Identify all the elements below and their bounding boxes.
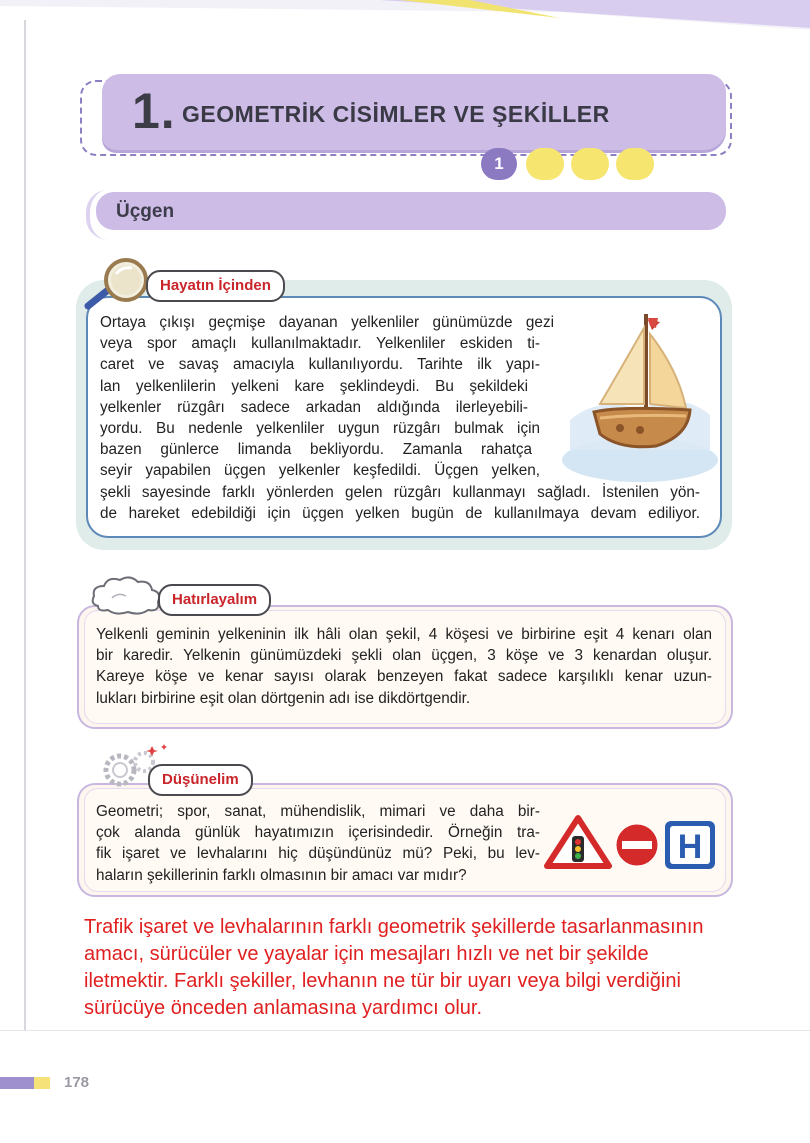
page-number-bar <box>0 1077 34 1089</box>
remember-text-line: lukları birbirine eşit olan dörtgenin adı ise dikdörtgendir. <box>96 689 471 707</box>
think-text <box>96 801 542 886</box>
section-title: Üçgen <box>116 201 175 222</box>
page-number-bar-accent <box>34 1077 50 1089</box>
life-text-line: şekli sayesinde farklı yönlerden gelen rüzgârı kullanmayı sağladı. İstenilen yön- <box>100 483 700 501</box>
page-bottom-rule <box>0 1030 810 1031</box>
remember-label: Hatırlayalım <box>158 584 271 616</box>
page-number: 178 <box>64 1074 90 1091</box>
traffic-light-sign-icon <box>543 814 613 870</box>
hospital-sign-icon <box>664 820 716 870</box>
life-text-line: Ortaya çıkışı geçmişe dayanan yelkenliler günümüzde gezi <box>100 314 554 331</box>
think-text-line: Geometri; spor, sanat, mühendislik, mimari ve daha bir- <box>96 803 540 820</box>
remember-text-line: bir karedir. Yelkenin günümüzdeki şekli olan üçgen, 3 köşe ve 3 kenardan oluşur. <box>96 647 712 665</box>
life-text-line: de hareket edebildiği için üçgen yelken bugün de kullanılmaya devam ediliyor. <box>100 504 700 522</box>
life-text-line: lan yelkenlilerin yelkeni kare şeklindeydi. Bu şekildeki <box>100 377 528 395</box>
remember-text <box>96 624 714 709</box>
unit-number: 1. <box>132 83 176 139</box>
think-text-line: haların şekillerinin farklı olmasının bir amacı var mıdır? <box>96 866 467 884</box>
think-text-line: çok alanda günlük hayatımızın içerisindedir. Örneğin tra- <box>96 824 540 842</box>
life-text-line: veya spor amaçlı kullanılmaktadır. Yelkenliler eskiden ti- <box>100 335 540 353</box>
cloud-icon <box>88 574 166 616</box>
think-text-line: fik işaret ve levhalarını hiç düşündünüz mü? Peki, bu lev- <box>96 845 540 863</box>
remember-text-line: Yelkenli geminin yelkeninin ilk hâli olan şekil, 4 köşesi ve birbirine eşit 4 kenarı olan <box>96 626 712 643</box>
answer-text <box>84 914 784 1022</box>
answer-line: sürücüye önceden anlamasına yardımcı olur. <box>84 997 482 1019</box>
step-dot <box>571 148 609 180</box>
life-text-line: yelkenler rüzgârı sadece arkadan aldığında ilerleyebili- <box>100 398 528 416</box>
life-text-line: seyir yapabilen üçgen yelkenler keşfedildi. Üçgen yelken, <box>100 462 540 480</box>
unit-title: GEOMETRİK CİSİMLER VE ŞEKİLLER <box>182 101 610 127</box>
hospital-sign-letter: H <box>677 828 703 866</box>
answer-line: amacı, sürücüler ve yayalar için mesajları hızlı ve net bir şekilde <box>84 943 649 965</box>
step-dot <box>616 148 654 180</box>
answer-line: iletmektir. Farklı şekiller, levhanın ne tür bir uyarı veya bilgi verdiğini <box>84 970 681 992</box>
no-entry-sign-icon <box>614 822 660 868</box>
step-dot-current: 1 <box>481 148 517 180</box>
life-text-line: caret ve savaş amacıyla kullanılıyordu. Tarihte ilk yapı- <box>100 356 540 374</box>
life-text-line: yordu. Bu nedenle yelkenliler uygun rüzgârı bulmak için <box>100 420 540 438</box>
answer-line: Trafik işaret ve levhalarının farklı geometrik şekillerde tasarlanmasının <box>84 916 704 938</box>
page-margin-rule <box>24 20 26 1030</box>
life-text <box>100 312 712 524</box>
section-bar <box>96 192 726 230</box>
remember-text-line: Kareye köşe ve kenar sayısı olarak benzeyen fakat sadece karşılıklı kenar uzun- <box>96 668 712 686</box>
life-text-line: bazen günlerce limanda bekliyordu. Zamanla rahatça <box>100 441 532 459</box>
think-label: Düşünelim <box>148 764 253 796</box>
top-decorative-band <box>0 0 810 70</box>
step-dot <box>526 148 564 180</box>
life-label: Hayatın İçinden <box>146 270 285 302</box>
